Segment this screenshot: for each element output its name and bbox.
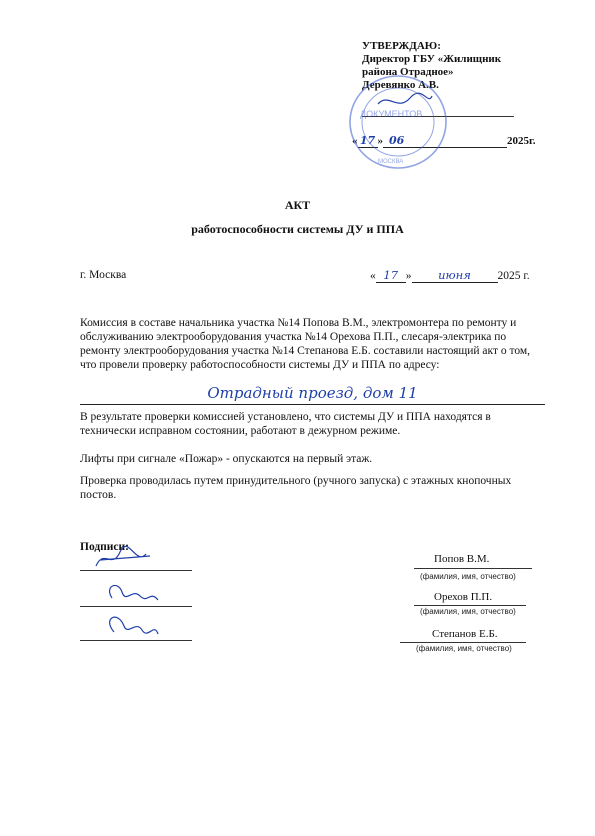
approval-heading: УТВЕРЖДАЮ:	[362, 40, 441, 52]
approval-date-day: 17	[358, 134, 378, 148]
paragraph-lifts: Лифты при сигнале «Пожар» - опускаются на первый этаж.	[80, 453, 373, 465]
approval-date-year: 2025г.	[507, 135, 536, 147]
approval-signature-scribble	[378, 93, 432, 104]
approval-signatory: Деревянко А.В.	[362, 79, 439, 91]
doc-date-month: июня	[412, 268, 498, 283]
doc-date-day: 17	[376, 268, 406, 283]
address-value: Отрадный проезд, дом 11	[207, 384, 418, 402]
signature-line-1	[80, 570, 192, 571]
signer-hint-2: (фамилия, имя, отчество)	[420, 607, 516, 616]
paragraph-intro: Комиссия в составе начальника участка №14 Попова В.М., электромонтера по ремонту и обслуживанию электрооборудования участка №14 Орехова П.П., слесаря-электрика по ремонту электрооборудования участка №14 Степанова Е.Б. составили настоящий акт о том, что провели проверку работоспособности системы ДУ и ППА по адресу:	[80, 317, 531, 371]
signature-scribble-2	[110, 585, 158, 600]
doc-date-year: 2025 г.	[497, 270, 530, 282]
approval-date-month: 06	[383, 134, 507, 148]
approval-date-open-quote: «	[352, 135, 358, 147]
name-line-2	[414, 605, 526, 606]
stamp-text-bottom: МОСКВА	[378, 159, 404, 165]
doc-date	[370, 268, 530, 283]
approval-signature-line	[362, 116, 514, 117]
signature-line-3	[80, 640, 192, 641]
doc-date-open-quote: «	[370, 270, 376, 282]
signature-line-2	[80, 606, 192, 607]
stamp-text: ДОКУМЕНТОВ	[360, 109, 423, 119]
approval-position-line2: района Отрадное»	[362, 66, 454, 78]
signatures-heading: Подписи:	[80, 541, 129, 553]
approval-block	[362, 40, 501, 92]
signer-hint-1: (фамилия, имя, отчество)	[420, 572, 516, 581]
paragraph-method: Проверка проводилась путем принудительного (ручного запуска) с этажных кнопочных постов.	[80, 475, 512, 501]
paragraph-result: В результате проверки комиссией установлено, что системы ДУ и ППА находятся в технически исправном состоянии, работают в дежурном режиме.	[80, 411, 491, 437]
name-line-1	[414, 568, 532, 569]
signer-name-2: Орехов П.П.	[434, 591, 493, 603]
signer-name-3: Степанов Е.Б.	[432, 628, 498, 640]
signer-hint-3: (фамилия, имя, отчество)	[416, 644, 512, 653]
name-line-3	[400, 642, 526, 643]
signature-scribble-3	[110, 617, 158, 634]
address-line	[80, 384, 545, 405]
doc-date-close-quote: »	[405, 270, 412, 282]
city: г. Москва	[80, 269, 127, 281]
approval-date	[352, 134, 536, 148]
doc-subtitle: работоспособности системы ДУ и ППА	[191, 222, 404, 236]
signer-name-1: Попов В.М.	[434, 553, 490, 565]
doc-title: АКТ	[284, 198, 311, 212]
approval-position-line1: Директор ГБУ «Жилищник	[362, 53, 502, 65]
approval-date-close-quote: »	[377, 135, 383, 147]
